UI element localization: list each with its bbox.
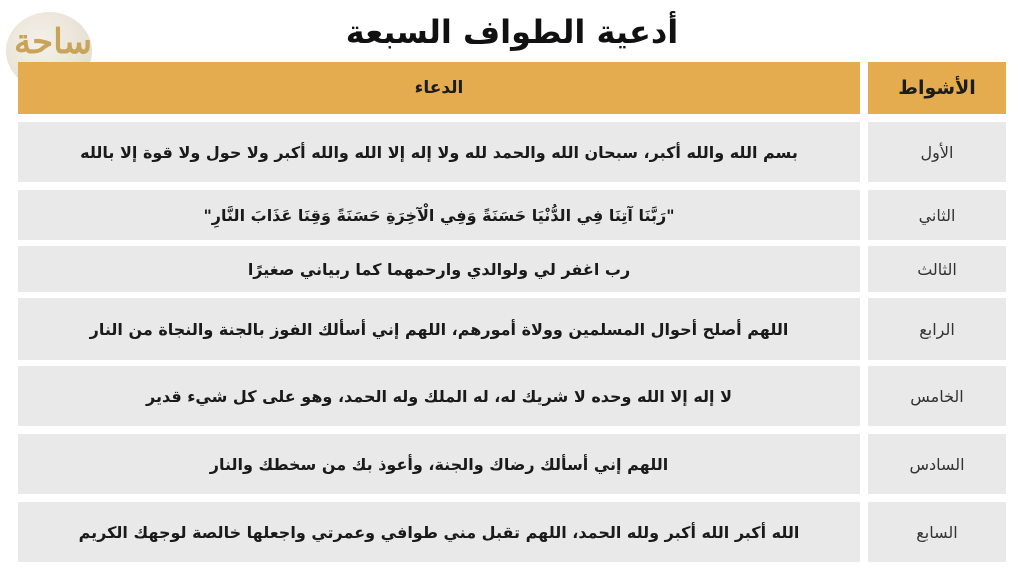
prayer-cell: الله أكبر الله أكبر ولله الحمد، اللهم تقبل مني طوافي وعمرتي واجعلها خالصة لوجهك الكريم (18, 502, 860, 562)
table-row (18, 434, 1006, 494)
table-header-row (18, 62, 1006, 114)
table-row (18, 502, 1006, 562)
round-cell: الأول (868, 122, 1006, 182)
table-row (18, 122, 1006, 182)
prayer-cell: رب اغفر لي ولوالدي وارحمهما كما ربياني صغيرًا (18, 246, 860, 292)
table-row (18, 366, 1006, 426)
table-row (18, 190, 1006, 240)
prayer-cell: بسم الله والله أكبر، سبحان الله والحمد لله ولا إله إلا الله والله أكبر ولا حول ولا قوة إلا بالله (18, 122, 860, 182)
prayer-cell: لا إله إلا الله وحده لا شريك له، له الملك وله الحمد، وهو على كل شيء قدير (18, 366, 860, 426)
header-round: الأشواط (868, 62, 1006, 114)
table-row (18, 298, 1006, 360)
prayer-cell: اللهم أصلح أحوال المسلمين وولاة أمورهم، اللهم إني أسألك الفوز بالجنة والنجاة من النار (18, 298, 860, 360)
prayer-cell: "رَبَّنَا آتِنَا فِي الدُّنْيَا حَسَنَةً وَفِي الْآخِرَةِ حَسَنَةً وَقِنَا عَذَابَ النَّارِ" (18, 190, 860, 240)
table-row (18, 246, 1006, 292)
header-prayer: الدعاء (18, 62, 860, 114)
round-cell: الرابع (868, 298, 1006, 360)
round-cell: الثالث (868, 246, 1006, 292)
round-cell: السابع (868, 502, 1006, 562)
round-cell: الثاني (868, 190, 1006, 240)
page-title: أدعية الطواف السبعة (345, 13, 679, 51)
prayer-cell: اللهم إني أسألك رضاك والجنة، وأعوذ بك من سخطك والنار (18, 434, 860, 494)
round-cell: الخامس (868, 366, 1006, 426)
logo-script-text: ساحة (13, 22, 93, 62)
round-cell: السادس (868, 434, 1006, 494)
